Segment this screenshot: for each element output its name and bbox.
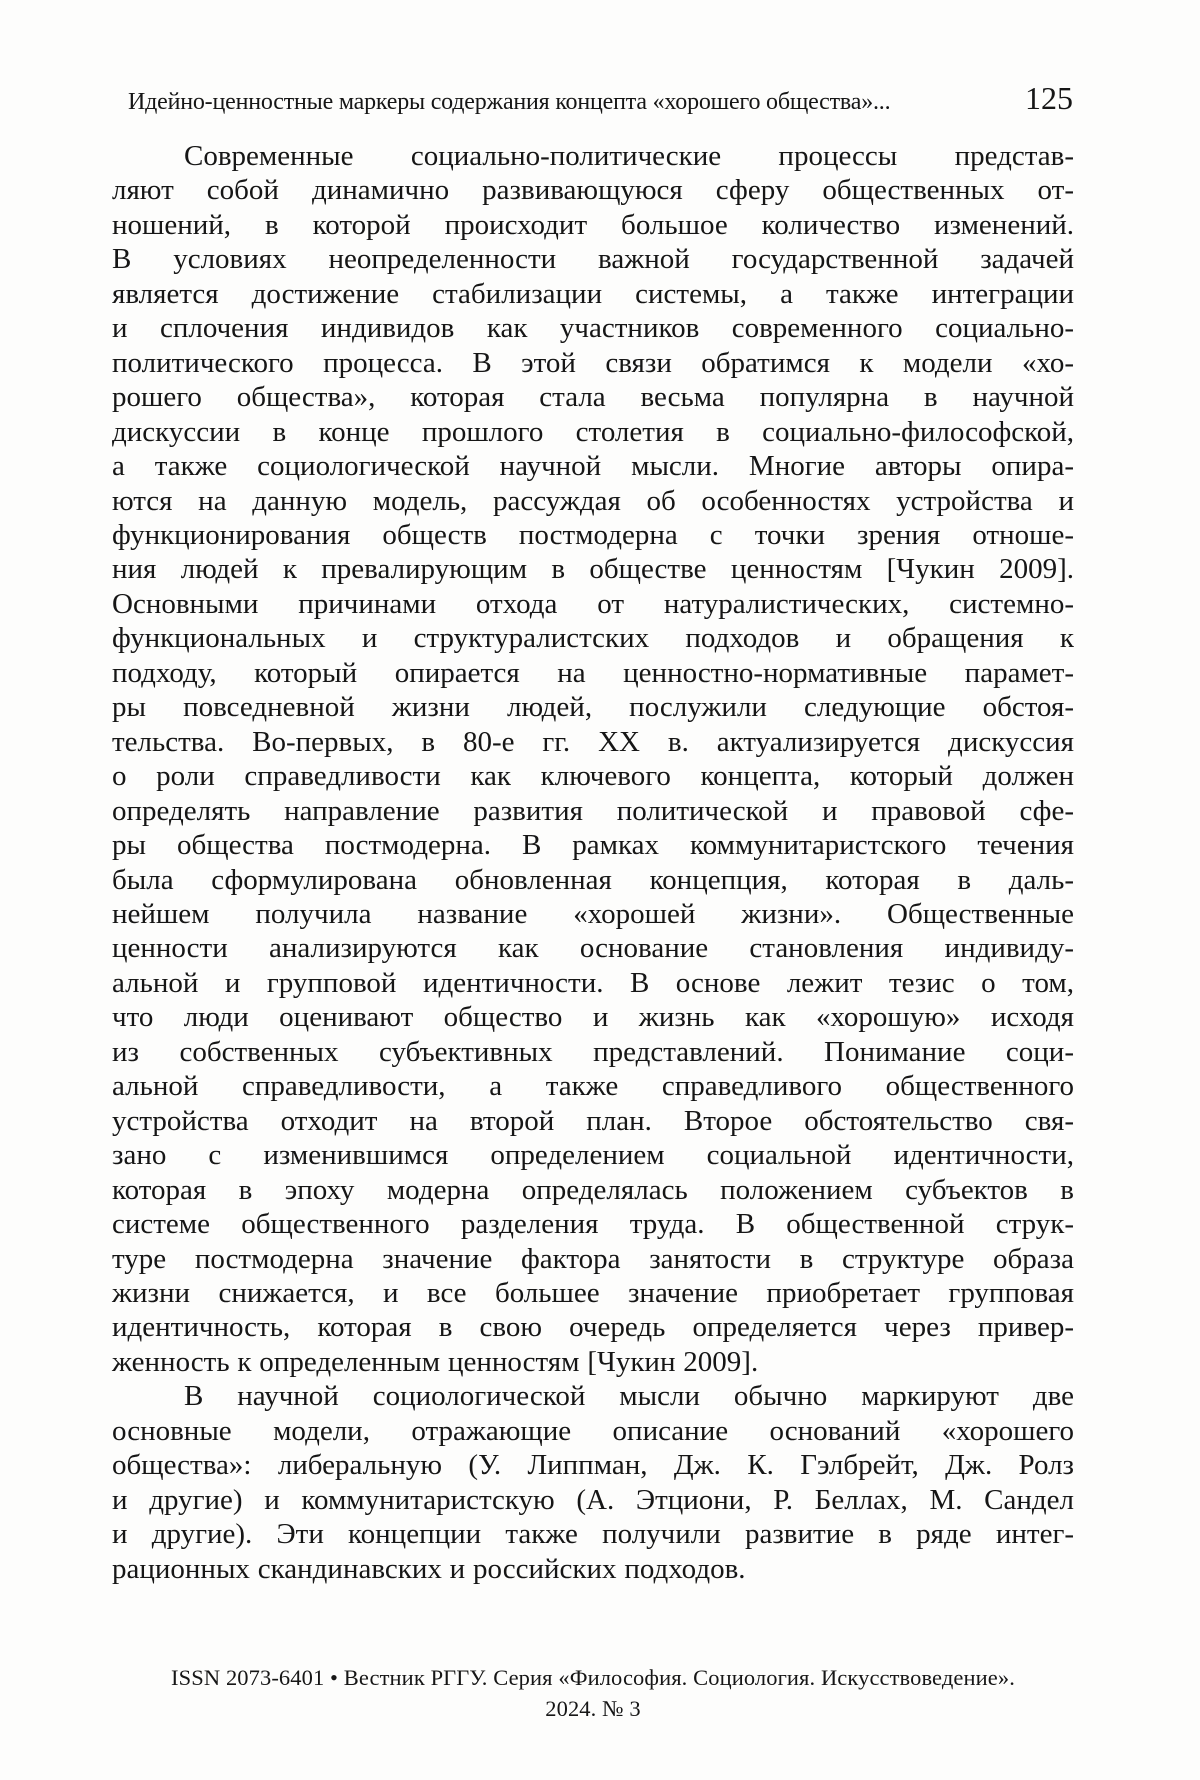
text-line: политического процесса. В этой связи обратимся к модели «хо- <box>112 346 1074 379</box>
text-line: является достижение стабилизации системы, а также интеграции <box>112 277 1074 310</box>
text-line: тельства. Во-первых, в 80-е гг. XX в. актуализируется дискуссия <box>112 725 1074 758</box>
text-line: функционирования обществ постмодерна с точки зрения отноше- <box>112 518 1074 551</box>
text-line: ры повседневной жизни людей, послужили следующие обстоя- <box>112 691 1074 724</box>
text-line: альной и групповой идентичности. В основе лежит тезис о том, <box>112 966 1074 999</box>
page-footer <box>112 1662 1074 1724</box>
text-line: В научной социологической мысли обычно маркируют две <box>184 1380 1074 1413</box>
text-line: устройства отходит на второй план. Второе обстоятельство свя- <box>112 1104 1074 1137</box>
text-line: системе общественного разделения труда. В общественной струк- <box>112 1208 1074 1241</box>
text-line: из собственных субъективных представлений. Понимание соци- <box>112 1035 1074 1068</box>
text-line: идентичность, которая в свою очередь определяется через привер- <box>112 1311 1074 1344</box>
text-line: женность к определенным ценностям [Чукин 2009]. <box>112 1345 759 1378</box>
text-line: Основными причинами отхода от натуралистических, системно- <box>112 587 1074 620</box>
text-line: ются на данную модель, рассуждая об особенностях устройства и <box>112 484 1074 517</box>
text-line: ния людей к превалирующим в обществе ценностям [Чукин 2009]. <box>112 553 1074 586</box>
text-line: Современные социально-политические процессы представ- <box>184 140 1074 172</box>
text-line: определять направление развития политической и правовой сфе- <box>112 794 1074 827</box>
text-line: зано с изменившимся определением социальной идентичности, <box>112 1139 1074 1172</box>
text-line: рошего общества», которая стала весьма популярна в научной <box>112 381 1074 414</box>
body-text <box>112 139 1074 1586</box>
text-line: функциональных и структуралистских подходов и обращения к <box>112 622 1074 655</box>
text-line: жизни снижается, и все большее значение приобретает групповая <box>112 1276 1074 1309</box>
text-line: ляют собой динамично развивающуюся сферу общественных от- <box>112 174 1074 207</box>
text-line: и другие) и коммунитаристскую (А. Этциони, Р. Беллах, М. Сандел <box>112 1483 1074 1516</box>
text-line: туре постмодерна значение фактора занятости в структуре образа <box>112 1242 1074 1275</box>
footer-issue-line: 2024. № 3 <box>545 1696 641 1721</box>
text-line: что люди оценивают общество и жизнь как «хорошую» исходя <box>112 1001 1074 1034</box>
text-line: о роли справедливости как ключевого концепта, который должен <box>112 760 1074 793</box>
text-line: а также социологической научной мысли. Многие авторы опира- <box>112 450 1074 483</box>
text-line: и сплочения индивидов как участников современного социально- <box>112 312 1074 345</box>
text-line: дискуссии в конце прошлого столетия в социально-философской, <box>112 415 1074 448</box>
text-line: В условиях неопределенности важной государственной задачей <box>112 243 1074 276</box>
text-line: общества»: либеральную (У. Липпман, Дж. К. Гэлбрейт, Дж. Ролз <box>112 1449 1074 1482</box>
text-line: которая в эпоху модерна определялась положением субъектов в <box>112 1173 1074 1206</box>
text-line: ры общества постмодерна. В рамках коммунитаристского течения <box>112 829 1074 862</box>
footer-issn-line: ISSN 2073-6401 • Вестник РГГУ. Серия «Философия. Социология. Искусствоведение». <box>171 1665 1015 1690</box>
text-line: основные модели, отражающие описание оснований «хорошего <box>112 1414 1074 1447</box>
text-line: и другие). Эти концепции также получили развитие в ряде интег- <box>112 1518 1074 1551</box>
page-number: 125 <box>1025 80 1073 116</box>
text-line: альной справедливости, а также справедливого общественного <box>112 1070 1074 1103</box>
text-line: нейшем получила название «хорошей жизни». Общественные <box>112 897 1074 930</box>
text-line: ценности анализируются как основание становления индивиду- <box>112 932 1074 965</box>
running-head <box>128 80 1073 117</box>
text-line: ношений, в которой происходит большое количество изменений. <box>112 208 1074 241</box>
text-line: подходу, который опирается на ценностно-нормативные парамет- <box>112 656 1074 689</box>
text-line: рационных скандинавских и российских подходов. <box>112 1552 746 1585</box>
running-head-title: Идейно-ценностные маркеры содержания концепта «хорошего общества»... <box>128 89 891 115</box>
text-line: была сформулирована обновленная концепция, которая в даль- <box>112 863 1074 896</box>
